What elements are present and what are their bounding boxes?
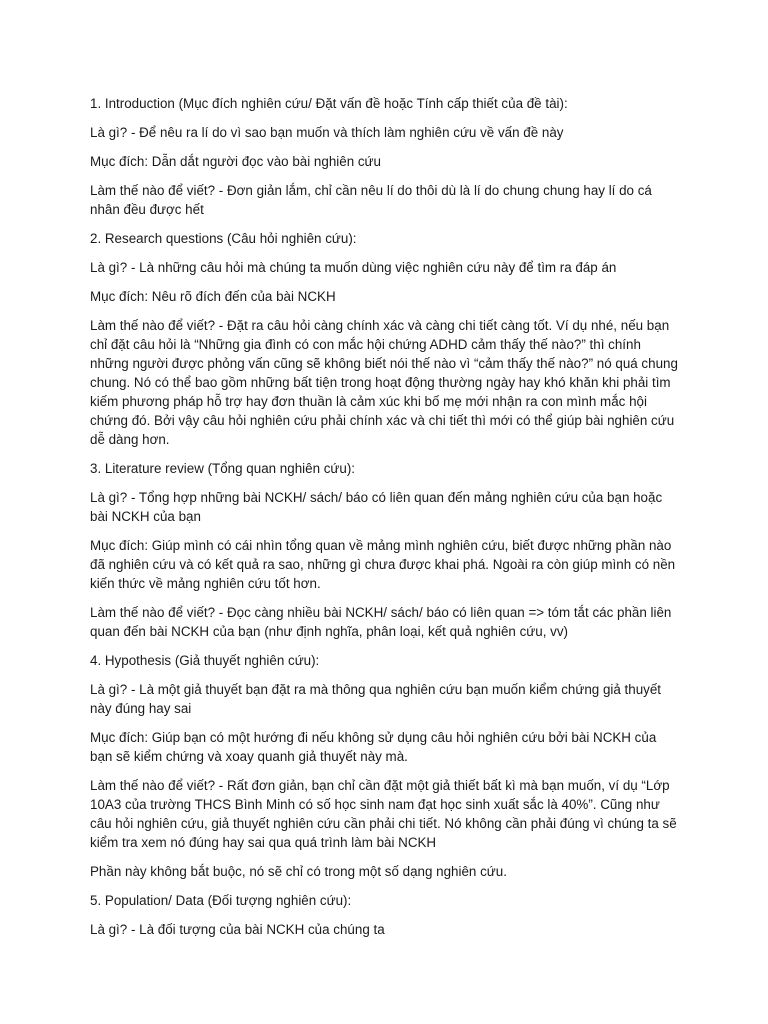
paragraph-intro-what: Là gì? - Để nêu ra lí do vì sao bạn muốn và thích làm nghiên cứu về vấn đề này <box>90 125 564 140</box>
heading-introduction: 1. Introduction (Mục đích nghiên cứu/ Đặt vấn đề hoặc Tính cấp thiết của đề tài): <box>90 96 568 111</box>
paragraph-rq-purpose: Mục đích: Nêu rõ đích đến của bài NCKH <box>90 289 336 304</box>
paragraph-lr-how: Làm thế nào để viết? - Đọc càng nhiều bài NCKH/ sách/ báo có liên quan => tóm tắt các phần liên quan đến bài NCKH của bạn (như định nghĩa, phân loại, kết quả nghiên cứu, vv) <box>90 605 672 639</box>
paragraph-hyp-note: Phần này không bắt buộc, nó sẽ chỉ có trong một số dạng nghiên cứu. <box>90 864 507 879</box>
paragraph-hyp-what: Là gì? - Là một giả thuyết bạn đặt ra mà thông qua nghiên cứu bạn muốn kiểm chứng giả thuyết này đúng hay sai <box>90 682 662 716</box>
heading-population-data: 5. Population/ Data (Đối tượng nghiên cứu): <box>90 893 352 908</box>
heading-hypothesis: 4. Hypothesis (Giả thuyết nghiên cứu): <box>90 653 320 668</box>
paragraph-pop-what: Là gì? - Là đối tượng của bài NCKH của chúng ta <box>90 922 385 937</box>
heading-research-questions: 2. Research questions (Câu hỏi nghiên cứu): <box>90 231 357 246</box>
paragraph-rq-how: Làm thế nào để viết? - Đặt ra câu hỏi càng chính xác và càng chi tiết càng tốt. Ví dụ nhé, nếu bạn chỉ đặt câu hỏi là “Những gia đình có con mắc hội chứng ADHD cảm thấy thế nào?” thì chính những người được phỏng vấn cũng sẽ không biết nói thế nào vì “cảm thấy thế nào?” nó quá chung chung. Nó có thể bao gồm những bất tiện trong hoạt động thường ngày hay khó khăn khi phải tìm kiếm phương pháp hỗ trợ hay đơn thuần là cảm xúc khi bố mẹ mới nhận ra con mình mắc hội chứng đó. Bởi vậy câu hỏi nghiên cứu phải chính xác và chi tiết thì mới có thể giúp bài nghiên cứu dễ dàng hơn. <box>90 318 678 447</box>
paragraph-hyp-how: Làm thế nào để viết? - Rất đơn giản, bạn chỉ cần đặt một giả thiết bất kì mà bạn muốn, ví dụ “Lớp 10A3 của trường THCS Bình Minh có số học sinh nam đạt học sinh xuất sắc là 40%”. Cũng như câu hỏi nghiên cứu, giả thuyết nghiên cứu cần phải chi tiết. Nó không cần phải đúng vì chúng ta sẽ kiểm tra xem nó đúng hay sai qua quá trình làm bài NCKH <box>90 778 677 850</box>
paragraph-hyp-purpose: Mục đích: Giúp bạn có một hướng đi nếu không sử dụng câu hỏi nghiên cứu bởi bài NCKH của bạn sẽ kiểm chứng và xoay quanh giả thuyết này mà. <box>90 730 657 764</box>
paragraph-lr-purpose: Mục đích: Giúp mình có cái nhìn tổng quan về mảng mình nghiên cứu, biết được những phần nào đã nghiên cứu và có kết quả ra sao, những gì chưa được khai phá. Ngoài ra còn giúp mình có nền kiến thức về mảng nghiên cứu tốt hơn. <box>90 538 676 591</box>
paragraph-rq-what: Là gì? - Là những câu hỏi mà chúng ta muốn dùng việc nghiên cứu này để tìm ra đáp án <box>90 260 617 275</box>
heading-literature-review: 3. Literature review (Tổng quan nghiên cứu): <box>90 461 356 476</box>
paragraph-lr-what: Là gì? - Tổng hợp những bài NCKH/ sách/ báo có liên quan đến mảng nghiên cứu của bạn hoặc bài NCKH của bạn <box>90 490 663 524</box>
paragraph-intro-purpose: Mục đích: Dẫn dắt người đọc vào bài nghiên cứu <box>90 154 381 169</box>
paragraph-intro-how: Làm thế nào để viết? - Đơn giản lắm, chỉ cần nêu lí do thôi dù là lí do chung chung hay lí do cá nhân đều được hết <box>90 183 652 217</box>
